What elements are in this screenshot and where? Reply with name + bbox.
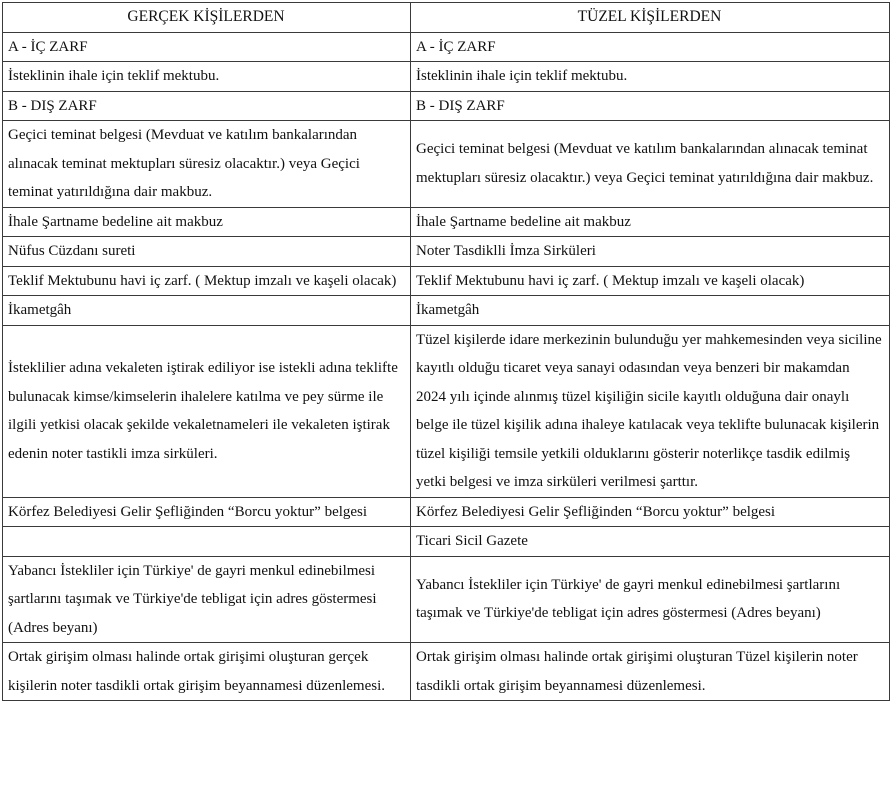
table-row	[3, 266, 890, 296]
cell-tuzel: İkametgâh	[411, 296, 890, 326]
cell-gercek: Yabancı İstekliler için Türkiye' de gayri menkul edinebilmesi şartlarını taşımak ve Türkiye'de tebligat için adres göstermesi (Adres beyanı)	[3, 556, 411, 643]
cell-gercek: Körfez Belediyesi Gelir Şefliğinden “Borcu yoktur” belgesi	[3, 497, 411, 527]
table-row	[3, 556, 890, 643]
table-row	[3, 325, 890, 497]
table-row	[3, 91, 890, 121]
header-tuzel-kisilerden: TÜZEL KİŞİLERDEN	[411, 3, 890, 33]
cell-gercek: İsteklilier adına vekaleten iştirak ediliyor ise istekli adına teklifte bulunacak kimse/kimselerin ihalelere katılma ve pey sürme ile ilgili yetkisi olacak şekilde vekaletnameleri ile vekaleten iştirak edenin noter tastikli imza sirküleri.	[3, 325, 411, 497]
cell-tuzel: Tüzel kişilerde idare merkezinin bulunduğu yer mahkemesinden veya siciline kayıtlı olduğu ticaret veya sanayi odasından veya benzeri bir makamdan 2024 yılı içinde alınmış tüzel kişiliğin sicile kayıtlı olduğuna dair onaylı belge ile tüzel kişilik adına ihaleye katılacak veya teklifte bulunacak kişilerin tüzel kişiliği temsile yetkili olduklarını gösterir noterlikçe tasdik edilmiş yetki belgesi ve imza sirküleri verilmesi şarttır.	[411, 325, 890, 497]
cell-gercek: Ortak girişim olması halinde ortak girişimi oluşturan gerçek kişilerin noter tasdikli ortak girişim beyannamesi düzenlemesi.	[3, 643, 411, 701]
cell-tuzel: Ortak girişim olması halinde ortak girişimi oluşturan Tüzel kişilerin noter tasdikli ortak girişim beyannamesi düzenlemesi.	[411, 643, 890, 701]
table-row	[3, 237, 890, 267]
cell-gercek: Nüfus Cüzdanı sureti	[3, 237, 411, 267]
table-row	[3, 32, 890, 62]
table-row	[3, 497, 890, 527]
cell-tuzel: Körfez Belediyesi Gelir Şefliğinden “Borcu yoktur” belgesi	[411, 497, 890, 527]
cell-tuzel: Noter Tasdiklli İmza Sirküleri	[411, 237, 890, 267]
cell-gercek: İhale Şartname bedeline ait makbuz	[3, 207, 411, 237]
cell-gercek: İsteklinin ihale için teklif mektubu.	[3, 62, 411, 92]
cell-gercek: Geçici teminat belgesi (Mevduat ve katılım bankalarından alınacak teminat mektupları süresiz olacaktır.) veya Geçici teminat yatırıldığına dair makbuz.	[3, 121, 411, 208]
table-row	[3, 643, 890, 701]
cell-tuzel: A - İÇ ZARF	[411, 32, 890, 62]
cell-gercek: A - İÇ ZARF	[3, 32, 411, 62]
cell-gercek-empty	[3, 527, 411, 557]
cell-tuzel: Teklif Mektubunu havi iç zarf. ( Mektup imzalı ve kaşeli olacak)	[411, 266, 890, 296]
table-row	[3, 296, 890, 326]
requirements-table	[2, 2, 890, 701]
cell-tuzel: Ticari Sicil Gazete	[411, 527, 890, 557]
header-row	[3, 3, 890, 33]
table-row	[3, 207, 890, 237]
table-row	[3, 527, 890, 557]
cell-gercek: Teklif Mektubunu havi iç zarf. ( Mektup imzalı ve kaşeli olacak)	[3, 266, 411, 296]
cell-gercek: B - DIŞ ZARF	[3, 91, 411, 121]
header-gercek-kisilerden: GERÇEK KİŞİLERDEN	[3, 3, 411, 33]
cell-tuzel: İsteklinin ihale için teklif mektubu.	[411, 62, 890, 92]
cell-tuzel: B - DIŞ ZARF	[411, 91, 890, 121]
cell-tuzel: Yabancı İstekliler için Türkiye' de gayri menkul edinebilmesi şartlarını taşımak ve Türkiye'de tebligat için adres göstermesi (Adres beyanı)	[411, 556, 890, 643]
cell-tuzel: İhale Şartname bedeline ait makbuz	[411, 207, 890, 237]
cell-tuzel: Geçici teminat belgesi (Mevduat ve katılım bankalarından alınacak teminat mektupları süresiz olacaktır.) veya Geçici teminat yatırıldığına dair makbuz.	[411, 121, 890, 208]
table-row	[3, 62, 890, 92]
table-row	[3, 121, 890, 208]
cell-gercek: İkametgâh	[3, 296, 411, 326]
